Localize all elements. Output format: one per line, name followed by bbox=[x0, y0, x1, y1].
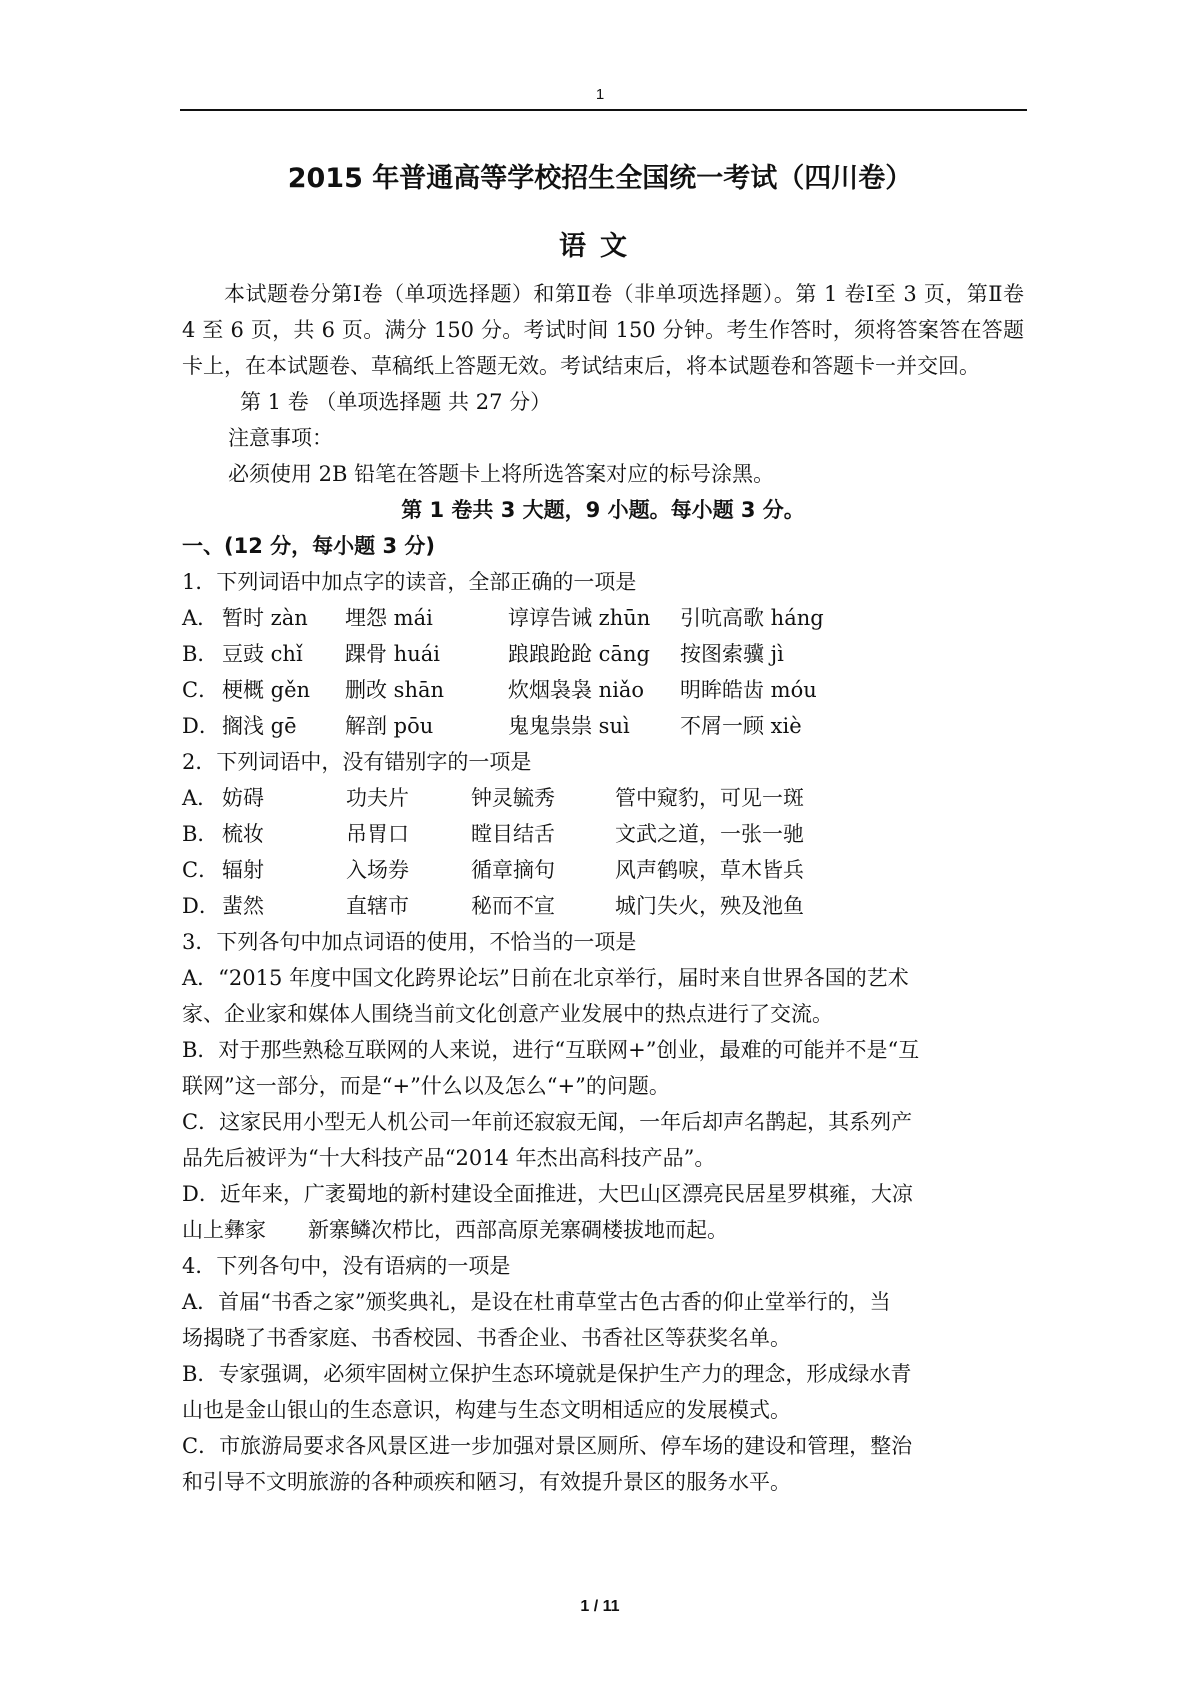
exam-title: 2015 年普通高等学校招生全国统一考试（四川卷） bbox=[287, 163, 913, 194]
question-3-option-d: D．近年来，广袤蜀地的新村建设全面推进，大巴山区漂亮民居星罗棋雍，大凉 bbox=[182, 1182, 913, 1206]
question-4-option-a-cont: 场揭晓了书香家庭、书香校园、书香企业、书香社区等获奖名单。 bbox=[182, 1326, 791, 1350]
header-page-number: 1 bbox=[595, 86, 605, 103]
option-letter: C． bbox=[182, 858, 220, 882]
option-word: 秘而不宣 bbox=[471, 894, 555, 918]
option-word: 直辖市 bbox=[346, 894, 409, 918]
option-word: 循章摘句 bbox=[471, 858, 555, 882]
option-word: 豆豉 chǐ bbox=[222, 642, 303, 666]
subject-title: 语文 bbox=[559, 231, 641, 262]
option-word: 钟灵毓秀 bbox=[471, 786, 555, 810]
option-letter: D． bbox=[182, 714, 220, 738]
intro-paragraph: 本试题卷分第Ⅰ卷（单项选择题）和第Ⅱ卷（非单项选择题）。第 1 卷Ⅰ至 3 页，第Ⅱ卷 4 至 6 页，共 6 页。满分 150 分。考试时间 150 分钟。考生作答时，须将答案答在答题卡上，在本试题卷、草稿纸上答题无效。考试结束后，将本试题卷和答题卡一并交回。 bbox=[182, 282, 1024, 378]
question-4-option-c: C．市旅游局要求各风景区进一步加强对景区厕所、停车场的建设和管理，整治 bbox=[182, 1434, 913, 1458]
option-word: 蜚然 bbox=[222, 894, 264, 918]
question-3-stem: 3．下列各句中加点词语的使用，不恰当的一项是 bbox=[182, 930, 637, 954]
question-4-stem: 4．下列各句中，没有语病的一项是 bbox=[182, 1254, 511, 1278]
option-word: 解剖 pōu bbox=[345, 714, 434, 738]
section-heading: 第 1 卷 （单项选择题 共 27 分） bbox=[240, 390, 552, 414]
notice-label: 注意事项： bbox=[228, 426, 333, 450]
notice-text: 必须使用 2B 铅笔在答题卡上将所选答案对应的标号涂黑。 bbox=[228, 462, 775, 486]
option-letter: B． bbox=[182, 822, 219, 846]
option-word: 炊烟袅袅 niǎo bbox=[508, 678, 645, 702]
question-1-option-a bbox=[182, 600, 1024, 636]
option-word: 吊胃口 bbox=[346, 822, 409, 846]
question-1-option-b bbox=[182, 636, 1024, 672]
option-letter: D． bbox=[182, 894, 220, 918]
part-heading: 一、(12 分，每小题 3 分) bbox=[182, 534, 435, 558]
question-2-option-a bbox=[182, 780, 1024, 816]
option-word: 辐射 bbox=[222, 858, 264, 882]
option-word: 妨碍 bbox=[222, 786, 264, 810]
question-2-stem: 2．下列词语中，没有错别字的一项是 bbox=[182, 750, 532, 774]
question-4-option-a: A．首届“书香之家”颁奖典礼，是设在杜甫草堂古色古香的仰止堂举行的，当 bbox=[182, 1290, 891, 1314]
option-word: 搁浅 gē bbox=[222, 714, 297, 738]
option-word: 引吭高歌 háng bbox=[680, 606, 824, 630]
option-letter: A． bbox=[182, 606, 219, 630]
option-word: 瞠目结舌 bbox=[471, 822, 555, 846]
option-letter: B． bbox=[182, 642, 219, 666]
question-2-option-d bbox=[182, 888, 1024, 924]
question-3-option-b: B．对于那些熟稔互联网的人来说，进行“互联网+”创业，最难的可能并不是“互 bbox=[182, 1038, 920, 1062]
question-4-option-b: B．专家强调，必须牢固树立保护生态环境就是保护生产力的理念，形成绿水青 bbox=[182, 1362, 912, 1386]
option-word: 暂时 zàn bbox=[222, 606, 308, 630]
option-word: 功夫片 bbox=[346, 786, 409, 810]
option-word: 文武之道，一张一驰 bbox=[615, 822, 804, 846]
header-rule bbox=[180, 109, 1027, 111]
option-word: 按图索骥 jì bbox=[680, 642, 784, 666]
option-word: 明眸皓齿 móu bbox=[680, 678, 817, 702]
option-word: 城门失火，殃及池鱼 bbox=[615, 894, 804, 918]
question-3-option-d-cont: 山上彝家 新寨鳞次栉比，西部高原羌寨碉楼拔地而起。 bbox=[182, 1218, 728, 1242]
question-4-option-c-cont: 和引导不文明旅游的各种顽疾和陋习，有效提升景区的服务水平。 bbox=[182, 1470, 791, 1494]
question-3-option-c: C．这家民用小型无人机公司一年前还寂寂无闻，一年后却声名鹊起，其系列产 bbox=[182, 1110, 913, 1134]
question-1-option-d bbox=[182, 708, 1024, 744]
option-word: 梗概 gěn bbox=[222, 678, 311, 702]
option-letter: C． bbox=[182, 678, 220, 702]
question-3-option-a: A．“2015 年度中国文化跨界论坛”日前在北京举行，届时来自世界各国的艺术 bbox=[182, 966, 909, 990]
option-word: 踝骨 huái bbox=[345, 642, 440, 666]
option-word: 不屑一顾 xiè bbox=[680, 714, 802, 738]
option-word: 谆谆告诫 zhūn bbox=[508, 606, 651, 630]
option-word: 入场券 bbox=[346, 858, 409, 882]
question-3-option-c-cont: 品先后被评为“十大科技产品“2014 年杰出高科技产品”。 bbox=[182, 1146, 716, 1170]
option-word: 埋怨 mái bbox=[345, 606, 433, 630]
section-summary: 第 1 卷共 3 大题，9 小题。每小题 3 分。 bbox=[401, 498, 805, 522]
exam-content bbox=[182, 276, 1024, 1500]
question-1-option-c bbox=[182, 672, 1024, 708]
question-4-option-b-cont: 山也是金山银山的生态意识，构建与生态文明相适应的发展模式。 bbox=[182, 1398, 791, 1422]
option-word: 踉踉跄跄 cāng bbox=[508, 642, 650, 666]
question-3-option-a-cont: 家、企业家和媒体人围绕当前文化创意产业发展中的热点进行了交流。 bbox=[182, 1002, 833, 1026]
question-2-option-c bbox=[182, 852, 1024, 888]
option-word: 管中窥豹，可见一斑 bbox=[615, 786, 804, 810]
question-2-option-b bbox=[182, 816, 1024, 852]
footer-page-label: 1 / 11 bbox=[580, 1598, 620, 1615]
option-word: 删改 shān bbox=[345, 678, 445, 702]
option-word: 鬼鬼祟祟 suì bbox=[508, 714, 630, 738]
question-1-stem: 1．下列词语中加点字的读音，全部正确的一项是 bbox=[182, 570, 637, 594]
option-letter: A． bbox=[182, 786, 219, 810]
question-3-option-b-cont: 联网”这一部分，而是“+”什么以及怎么“+”的问题。 bbox=[182, 1074, 670, 1098]
option-word: 梳妆 bbox=[222, 822, 264, 846]
option-word: 风声鹤唳，草木皆兵 bbox=[615, 858, 804, 882]
